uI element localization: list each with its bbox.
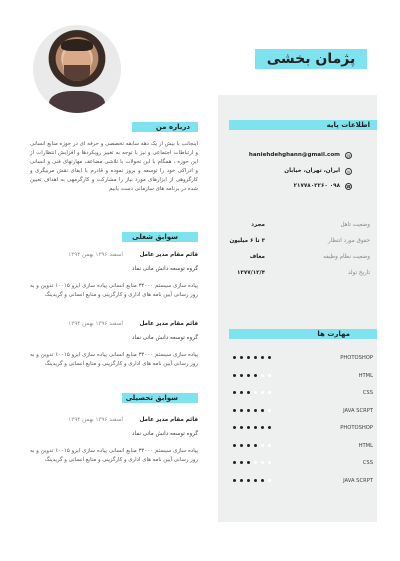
entry-company: گروه توسعه دانش ماتی نماد bbox=[132, 431, 198, 437]
skill-dot bbox=[268, 461, 271, 464]
skill-dot bbox=[233, 409, 236, 412]
skill-dot bbox=[268, 374, 271, 377]
info-value: ۳ تا ۶ میلیون bbox=[229, 238, 265, 244]
skill-level bbox=[233, 461, 273, 466]
skill-dot bbox=[261, 374, 264, 377]
skill-dot bbox=[261, 356, 264, 359]
skill-dot bbox=[247, 444, 250, 447]
info-label: وضعیت نظام وظیفه bbox=[323, 254, 370, 260]
skill-dot bbox=[233, 479, 236, 482]
skill-dot bbox=[240, 426, 243, 429]
skill-name: CSS bbox=[362, 460, 373, 466]
skills-title: مهارت ها bbox=[317, 330, 350, 338]
entry-date: اسفند ۱۳۹۶ بهمن ۱۳۹۴ bbox=[68, 252, 123, 258]
skill-dot bbox=[240, 356, 243, 359]
info-label: وضعیت تاهل bbox=[340, 222, 370, 228]
skill-name: HTML bbox=[358, 372, 373, 379]
skill-dot bbox=[261, 461, 264, 464]
skill-dot bbox=[240, 374, 243, 377]
skill-level bbox=[233, 356, 273, 361]
about-text: اینجانب با بیش از یک دهه سابقه تخصصی و حرفه ای در حوزه منابع انسانی و ارتباطات اجتماعی و نیز با توجه به تغییر رویکردها و افزایش انتظارات از این حوزه ، همگام با این تحولات با تلاشی مضاعف مهارتهای فنی و انسانی و ادراکی خود را توسعه و بروز نموده و قادرم با ایفای نقش مربیگری و کارگروهی از ابزارهای مورد نیاز را مشارکت و کارگرمهی به اهداف تعیین شده در برنامه های سازمانی دست یابیم bbox=[30, 141, 198, 192]
profile-photo bbox=[33, 25, 121, 113]
skill-name: CSS bbox=[362, 390, 373, 396]
skill-level bbox=[233, 479, 273, 484]
skill-level bbox=[233, 409, 273, 414]
skill-dot bbox=[247, 374, 250, 377]
work-title: سوابق شغلی bbox=[132, 233, 178, 241]
skill-dot bbox=[247, 479, 250, 482]
skill-dot bbox=[268, 426, 271, 429]
location-icon: ◎ bbox=[346, 169, 351, 174]
skill-dot bbox=[268, 356, 271, 359]
skill-dot bbox=[247, 409, 250, 412]
skill-dot bbox=[261, 426, 264, 429]
person-name: پژمان بخشی bbox=[255, 49, 367, 69]
skill-dot bbox=[254, 444, 257, 447]
info-value: ۱۳۷۷/۱۲/۴ bbox=[237, 270, 265, 276]
skill-name: HTML bbox=[358, 442, 373, 449]
skill-dot bbox=[233, 461, 236, 464]
skill-dot bbox=[261, 479, 264, 482]
sidebar-panel bbox=[218, 95, 377, 522]
email-text: haniehdehghann@gmail.com bbox=[248, 152, 340, 158]
email-icon: @ bbox=[346, 153, 351, 158]
skill-dot bbox=[254, 409, 257, 412]
skill-level bbox=[233, 391, 273, 396]
entry-desc: پیاده سازی سیستم ۳۴۰۰۰ منابع انسانی پیاده سازی ایزو ۱۰۰۱۵ تدوین و به روز رسانی آیین نامه های اداری و کارگزینی و منابع انسانی و گریدینگ bbox=[30, 448, 198, 463]
skill-dot bbox=[233, 374, 236, 377]
skill-dot bbox=[261, 409, 264, 412]
skill-name: PHOTOSHOP bbox=[340, 355, 373, 361]
skill-dot bbox=[247, 391, 250, 394]
skill-dot bbox=[240, 479, 243, 482]
skill-level bbox=[233, 374, 273, 379]
skill-dot bbox=[233, 444, 236, 447]
about-title: درباره من bbox=[155, 123, 190, 131]
skill-dot bbox=[240, 391, 243, 394]
skill-dot bbox=[254, 479, 257, 482]
skills-bar bbox=[229, 329, 377, 339]
entry-desc: پیاده سازی سیستم ۳۴۰۰۰ منابع انسانی پیاده سازی ایزو ۱۰۰۱۵ تدوین و به روز رسانی آیین نامه های اداری و کارگزینی و منابع انسانی و گریدینگ bbox=[30, 283, 198, 298]
skill-dot bbox=[233, 391, 236, 394]
skill-name: JAVA SCRPT bbox=[343, 407, 373, 414]
skill-dot bbox=[254, 356, 257, 359]
education-title: سوابق تحصیلی bbox=[125, 394, 178, 402]
info-label: تاریخ تولد bbox=[348, 270, 370, 276]
skill-dot bbox=[240, 444, 243, 447]
skill-name: PHOTOSHOP bbox=[340, 425, 373, 431]
skill-dot bbox=[254, 374, 257, 377]
skill-dot bbox=[261, 391, 264, 394]
skill-dot bbox=[240, 409, 243, 412]
entry-role: قائم مقام مدیر عامل bbox=[139, 321, 198, 327]
info-value: مجرد bbox=[251, 222, 265, 228]
skill-dot bbox=[247, 426, 250, 429]
skill-dot bbox=[261, 444, 264, 447]
entry-desc: پیاده سازی سیستم ۳۴۰۰۰ منابع انسانی پیاده سازی ایزو ۱۰۰۱۵ تدوین و به روز رسانی آیین نامه های اداری و کارگزینی و منابع انسانی و گریدینگ bbox=[30, 352, 198, 367]
skill-level bbox=[233, 444, 273, 449]
entry-company: گروه توسعه دانش ماتی نماد bbox=[132, 335, 198, 341]
info-label: حقوق مورد انتظار bbox=[328, 238, 370, 244]
skill-dot bbox=[254, 426, 257, 429]
entry-company: گروه توسعه دانش ماتی نماد bbox=[132, 266, 198, 272]
skill-dot bbox=[247, 356, 250, 359]
skill-dot bbox=[254, 461, 257, 464]
skill-dot bbox=[268, 444, 271, 447]
skill-dot bbox=[268, 409, 271, 412]
skill-dot bbox=[233, 356, 236, 359]
skill-dot bbox=[268, 479, 271, 482]
skill-dot bbox=[254, 391, 257, 394]
skill-level bbox=[233, 426, 273, 431]
skill-dot bbox=[233, 426, 236, 429]
basic-info-title: اطلاعات پایه bbox=[326, 121, 370, 129]
entry-role: قائم مقام مدیر عامل bbox=[139, 417, 198, 423]
address-text: ایران، تهران، خیابان bbox=[284, 168, 340, 174]
phone-text: ۰۹۸ ۲۱۷۷۸۰۲۲۶۰ bbox=[293, 183, 340, 189]
phone-icon: ☎ bbox=[346, 184, 351, 189]
info-value: معاف bbox=[249, 254, 265, 260]
skill-dot bbox=[247, 461, 250, 464]
entry-date: اسفند ۱۳۹۶ بهمن ۱۳۹۴ bbox=[68, 321, 123, 327]
skill-dot bbox=[240, 461, 243, 464]
skill-name: JAVA SCRPT bbox=[343, 477, 373, 484]
entry-role: قائم مقام مدیر عامل bbox=[139, 252, 198, 258]
entry-date: اسفند ۱۳۹۶ بهمن ۱۳۹۴ bbox=[68, 417, 123, 423]
skill-dot bbox=[268, 391, 271, 394]
